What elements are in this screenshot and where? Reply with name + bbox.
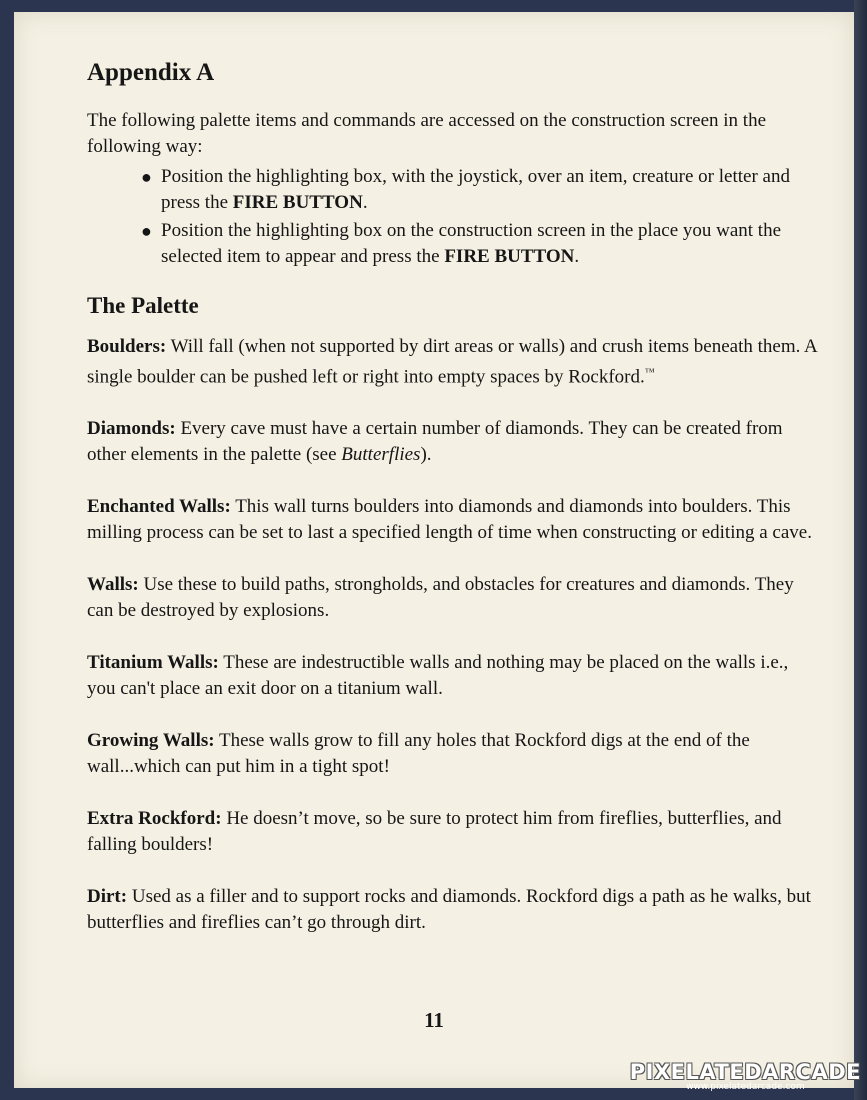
palette-entry-dirt: Dirt: Used as a filler and to support rocks and diamonds. Rockford digs a path as he walks, but butterflies and fireflies can’t go through dirt. bbox=[87, 886, 811, 934]
palette-entry-extra-rockford: Extra Rockford: He doesn’t move, so be sure to protect him from fireflies, butterflies, and falling boulders! bbox=[87, 808, 782, 856]
appendix-title: Appendix A bbox=[87, 59, 215, 86]
watermark-title: PIXELATEDARCADE bbox=[629, 1060, 861, 1084]
instruction-item: ● Position the highlighting box on the construction screen in the place you want the selected item to appear and press the FIRE BUTTON. bbox=[141, 220, 782, 267]
palette-entry-boulders: Boulders: Will fall (when not supported by dirt areas or walls) and crush items beneath them. A single boulder can be pushed left or right into empty spaces by Rockford.™ bbox=[87, 336, 817, 388]
palette-entry-enchanted-walls: Enchanted Walls: This wall turns boulders into diamonds and diamonds into boulders. This milling process can be set to last a specified length of time when constructing or editing a cave. bbox=[87, 496, 812, 544]
instruction-item: ● Position the highlighting box, with the joystick, over an item, creature or letter and press the FIRE BUTTON. bbox=[141, 166, 790, 213]
palette-heading: The Palette bbox=[87, 293, 199, 318]
bullet-icon: ● bbox=[141, 221, 152, 241]
palette-entry-titanium-walls: Titanium Walls: These are indestructible walls and nothing may be placed on the walls i.e., you can't place an exit door on a titanium wall. bbox=[87, 652, 789, 700]
watermark-url: www.pixelatedarcade.com bbox=[686, 1082, 805, 1092]
watermark-logo bbox=[630, 1060, 861, 1092]
manual-page bbox=[14, 12, 854, 1088]
bullet-icon: ● bbox=[141, 167, 152, 187]
palette-entry-growing-walls: Growing Walls: These walls grow to fill any holes that Rockford digs at the end of the wall...which can put him in a tight spot! bbox=[87, 730, 750, 778]
palette-entry-diamonds: Diamonds: Every cave must have a certain number of diamonds. They can be created from other elements in the palette (see Butterflies). bbox=[87, 418, 783, 466]
palette-entry-walls: Walls: Use these to build paths, strongholds, and obstacles for creatures and diamonds. They can be destroyed by explosions. bbox=[87, 574, 794, 622]
instruction-list bbox=[87, 164, 817, 270]
page-number: 11 bbox=[424, 1008, 444, 1032]
intro-paragraph: The following palette items and commands are accessed on the construction screen in the following way: bbox=[87, 110, 767, 157]
page-content bbox=[87, 58, 817, 962]
trademark-mark: ™ bbox=[644, 367, 655, 378]
binder-edge bbox=[854, 0, 867, 1100]
